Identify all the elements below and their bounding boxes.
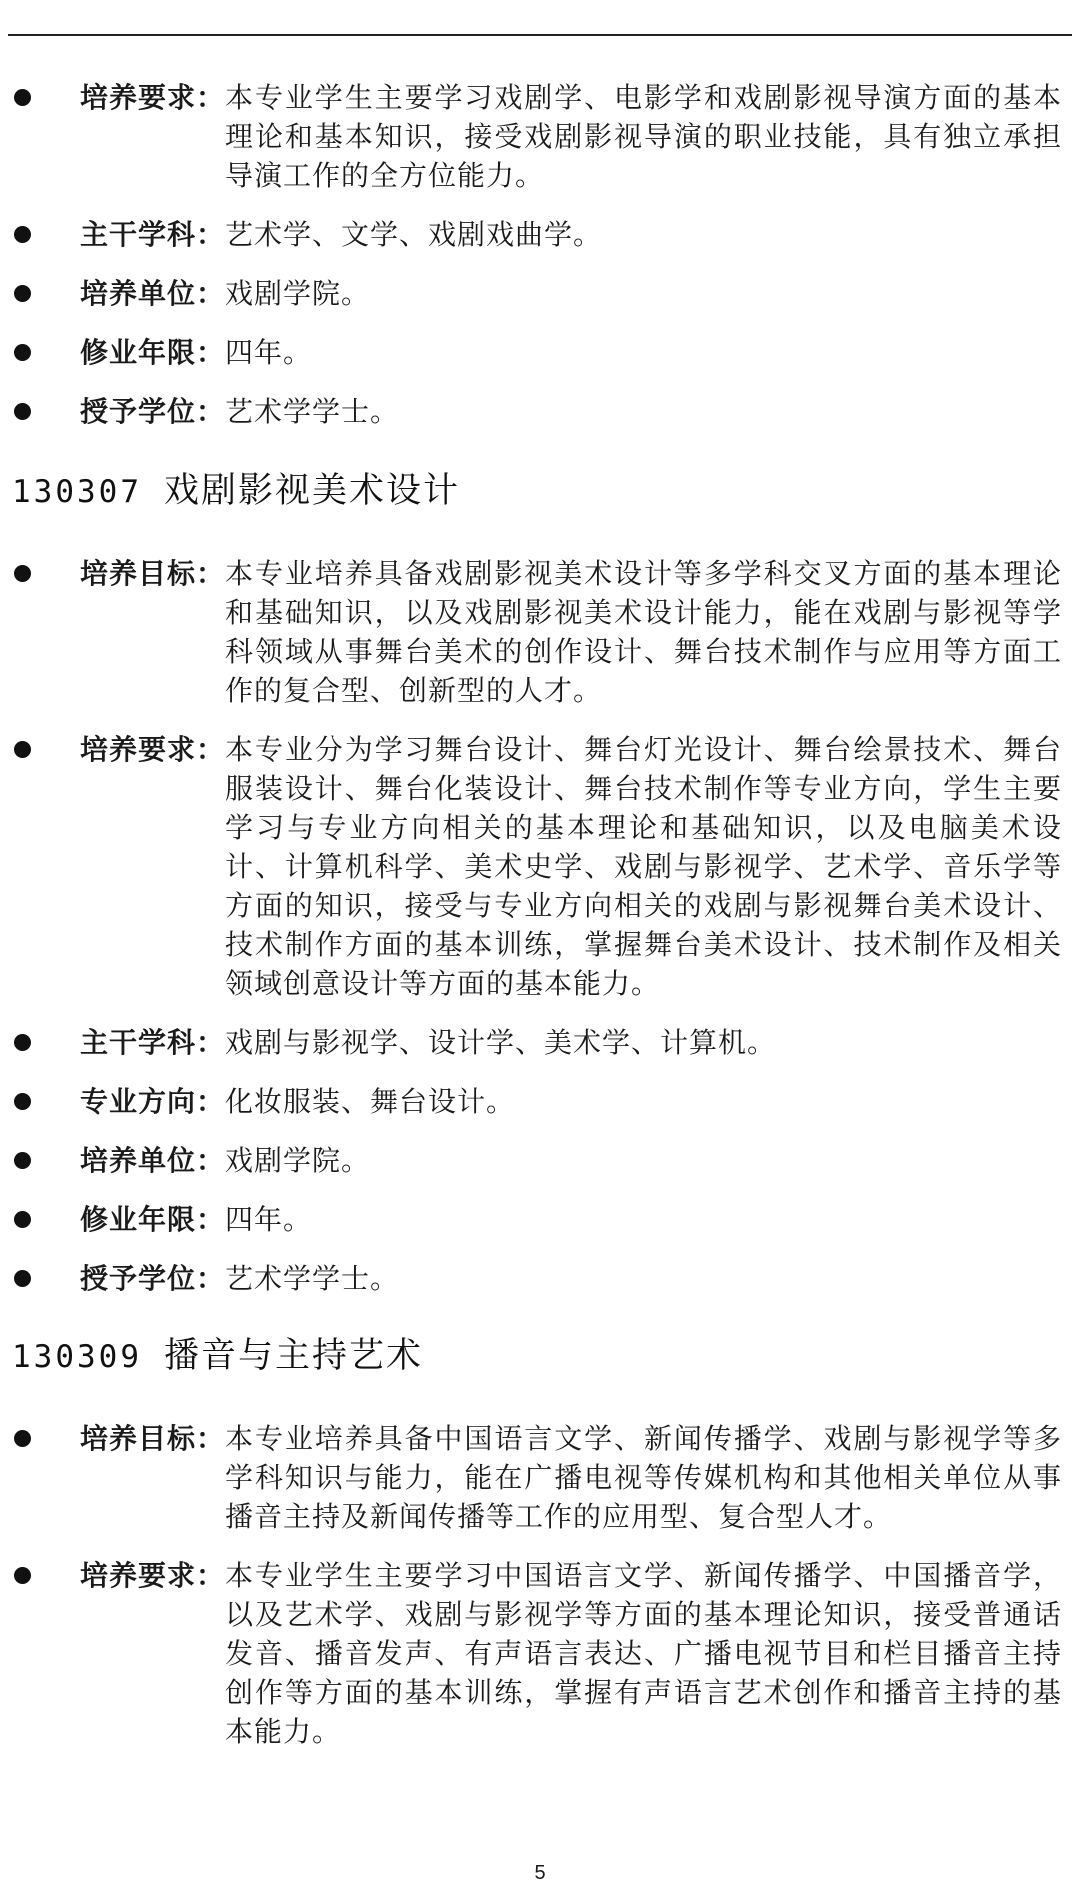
item-text: 本专业培养具备戏剧影视美术设计等多学科交叉方面的基本理论和基础知识，以及戏剧影视美术设计能力，能在戏剧与影视等学科领域从事舞台美术的创作设计、舞台技术制作与应用等方面工作的复合型、创新型的人才。	[225, 557, 1062, 707]
list-item-training-goal	[0, 1419, 1080, 1536]
bullet-icon	[14, 89, 31, 106]
item-text: 戏剧与影视学、设计学、美术学、计算机。	[225, 1026, 777, 1059]
list-item-training-requirements	[0, 78, 1080, 195]
item-label: 主干学科：	[80, 1026, 226, 1059]
item-text: 四年。	[225, 336, 313, 369]
section-title: 戏剧影视美术设计	[164, 471, 461, 511]
item-text: 艺术学学士。	[225, 1262, 400, 1295]
item-label: 授予学位：	[80, 395, 226, 428]
list-item-training-unit	[0, 1141, 1080, 1180]
item-label: 培养单位：	[80, 1144, 226, 1177]
item-label: 培养目标：	[80, 557, 226, 590]
bullet-icon	[14, 1093, 31, 1110]
item-text: 化妆服装、舞台设计。	[225, 1085, 516, 1118]
list-item-main-disciplines	[0, 215, 1080, 254]
bullet-icon	[14, 741, 31, 758]
item-text: 四年。	[225, 1203, 313, 1236]
item-text: 艺术学、文学、戏剧戏曲学。	[225, 218, 603, 251]
list-item-training-unit	[0, 274, 1080, 313]
section-title: 播音与主持艺术	[164, 1336, 424, 1376]
bullet-icon	[14, 344, 31, 361]
item-label: 主干学科：	[80, 218, 226, 251]
bullet-icon	[14, 403, 31, 420]
item-text: 本专业分为学习舞台设计、舞台灯光设计、舞台绘景技术、舞台服装设计、舞台化装设计、舞台技术制作等专业方向，学生主要学习与专业方向相关的基本理论和基础知识，以及电脑美术设计、计算机科学、美术史学、戏剧与影视学、艺术学、音乐学等方面的知识，接受与专业方向相关的戏剧与影视舞台美术设计、技术制作方面的基本训练，掌握舞台美术设计、技术制作及相关领域创意设计等方面的基本能力。	[225, 733, 1062, 1000]
item-label: 培养要求：	[80, 733, 226, 766]
bullet-icon	[14, 565, 31, 582]
item-label: 培养目标：	[80, 1422, 226, 1455]
bullet-icon	[14, 1270, 31, 1287]
item-label: 修业年限：	[80, 1203, 226, 1236]
item-text: 本专业学生主要学习戏剧学、电影学和戏剧影视导演方面的基本理论和基本知识，接受戏剧影视导演的职业技能，具有独立承担导演工作的全方位能力。	[225, 81, 1062, 192]
bullet-icon	[14, 226, 31, 243]
section-code: 130307	[12, 474, 142, 510]
item-label: 授予学位：	[80, 1262, 226, 1295]
item-label: 修业年限：	[80, 336, 226, 369]
item-text: 艺术学学士。	[225, 395, 400, 428]
top-rule	[8, 34, 1072, 36]
bullet-icon	[14, 1430, 31, 1447]
list-item-specialization	[0, 1082, 1080, 1121]
list-item-degree	[0, 392, 1080, 431]
bullet-icon	[14, 1567, 31, 1584]
bullet-icon	[14, 1211, 31, 1228]
list-item-training-goal	[0, 554, 1080, 710]
section-heading-130309	[0, 1334, 1080, 1379]
item-text: 本专业培养具备中国语言文学、新闻传播学、戏剧与影视学等多学科知识与能力，能在广播电视等传媒机构和其他相关单位从事播音主持及新闻传播等工作的应用型、复合型人才。	[225, 1422, 1062, 1533]
list-item-main-disciplines	[0, 1023, 1080, 1062]
item-text: 戏剧学院。	[225, 277, 371, 310]
document-body	[0, 78, 1080, 1751]
item-label: 培养要求：	[80, 1559, 226, 1592]
item-text: 戏剧学院。	[225, 1144, 371, 1177]
list-item-training-requirements	[0, 730, 1080, 1003]
bullet-icon	[14, 1034, 31, 1051]
list-item-training-requirements	[0, 1556, 1080, 1751]
list-item-degree	[0, 1259, 1080, 1298]
section-heading-130307	[0, 469, 1080, 514]
list-item-duration	[0, 1200, 1080, 1239]
section-code: 130309	[12, 1339, 142, 1375]
item-label: 专业方向：	[80, 1085, 226, 1118]
item-label: 培养单位：	[80, 277, 226, 310]
item-label: 培养要求：	[80, 81, 226, 114]
bullet-icon	[14, 285, 31, 302]
page-number: 5	[534, 1862, 546, 1884]
item-text: 本专业学生主要学习中国语言文学、新闻传播学、中国播音学，以及艺术学、戏剧与影视学等方面的基本理论知识，接受普通话发音、播音发声、有声语言表达、广播电视节目和栏目播音主持创作等方面的基本训练，掌握有声语言艺术创作和播音主持的基本能力。	[225, 1559, 1062, 1748]
bullet-icon	[14, 1152, 31, 1169]
list-item-duration	[0, 333, 1080, 372]
